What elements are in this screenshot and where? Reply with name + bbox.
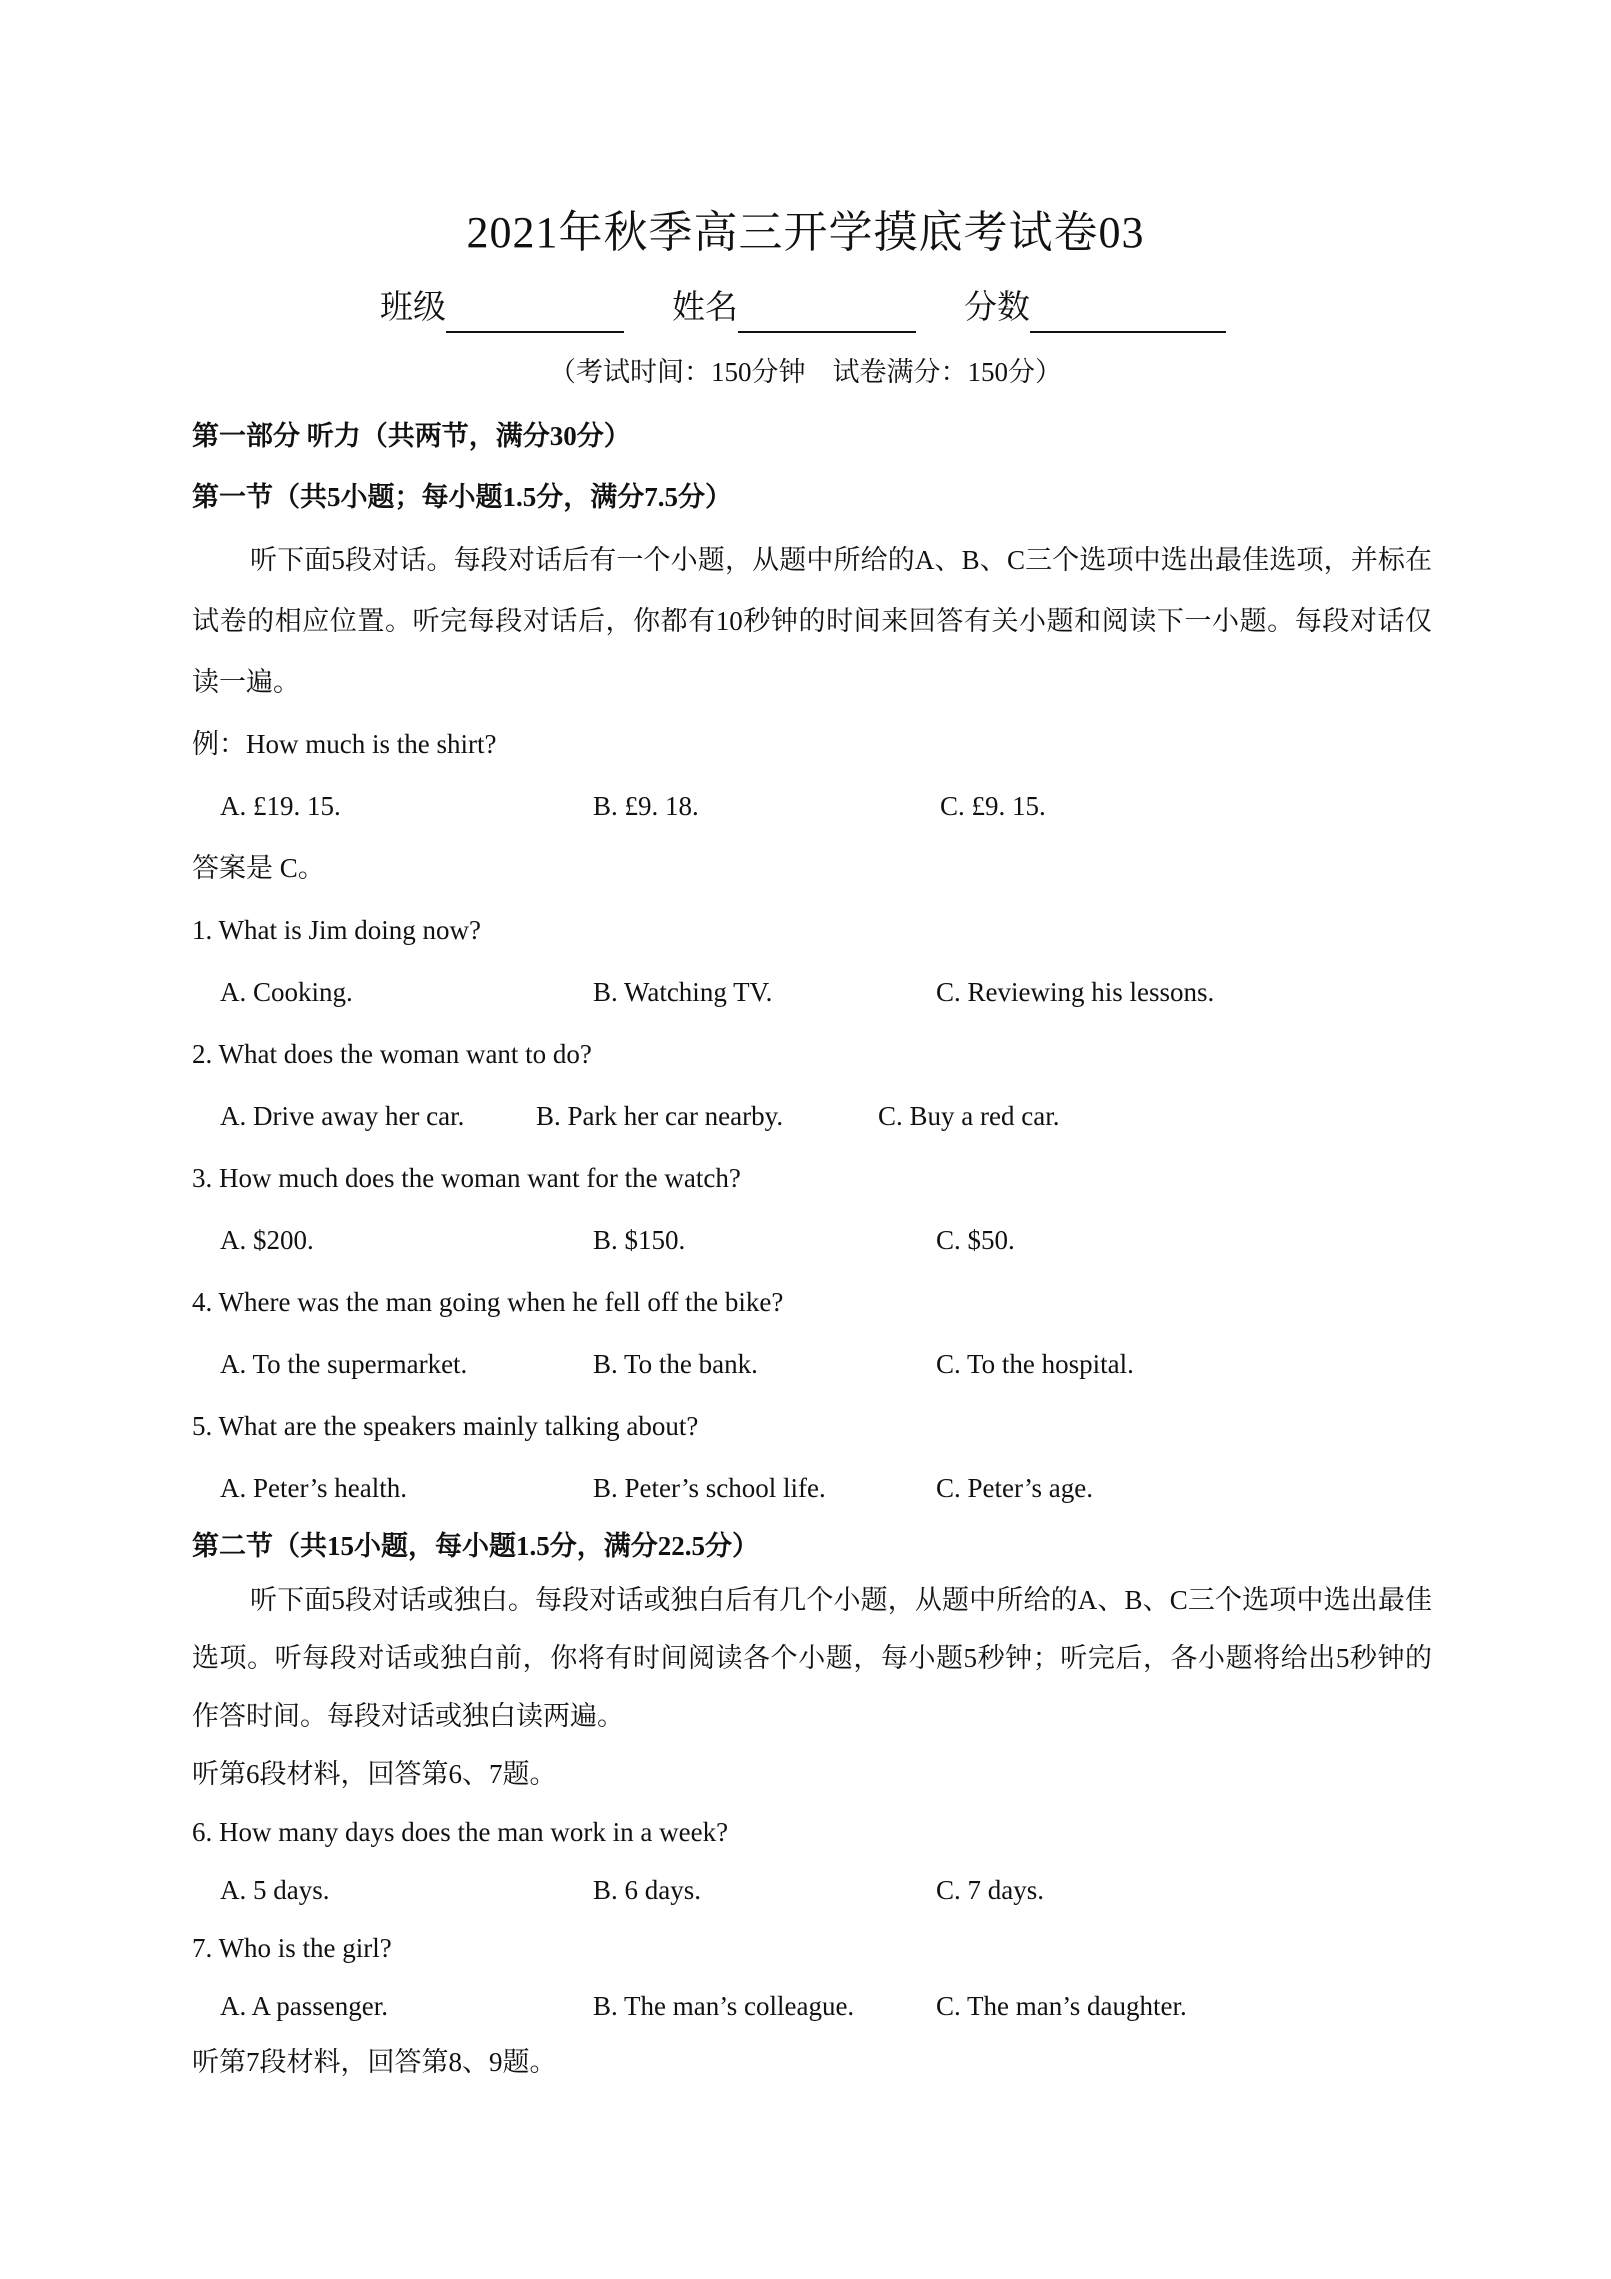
question-5-option-c: C. Peter’s age. <box>936 1473 1093 1503</box>
question-4-option-b: B. To the bank. <box>593 1349 758 1379</box>
section1-heading: 第一节（共5小题；每小题1.5分，满分7.5分） <box>192 482 732 512</box>
question-7-option-a: A. A passenger. <box>220 1991 388 2021</box>
class-label: 班级 <box>380 290 446 326</box>
question-1-option-a: A. Cooking. <box>220 977 353 1007</box>
question-6-option-a: A. 5 days. <box>220 1875 330 1905</box>
class-blank[interactable] <box>446 293 624 333</box>
question-5-option-a: A. Peter’s health. <box>220 1473 407 1503</box>
question-1: 1. What is Jim doing now? <box>192 915 481 945</box>
example-question: 例：How much is the shirt? <box>192 729 497 759</box>
material-6-note: 听第6段材料，回答第6、7题。 <box>192 1759 557 1789</box>
question-4: 4. Where was the man going when he fell off the bike? <box>192 1287 784 1317</box>
section2-instructions: 听下面5段对话或独白。每段对话或独白后有几个小题，从题中所给的A、B、C三个选项中选出最佳选项。听每段对话或独白前，你将有时间阅读各个小题，每小题5秒钟；听完后，各小题将给出5秒钟的作答时间。每段对话或独白读两遍。 <box>192 1585 1432 1731</box>
question-3: 3. How much does the woman want for the watch? <box>192 1163 741 1193</box>
question-3-option-b: B. $150. <box>593 1225 686 1255</box>
name-label: 姓名 <box>672 290 738 326</box>
question-1-option-b: B. Watching TV. <box>593 977 773 1007</box>
student-info-row <box>380 283 1226 333</box>
part1-heading: 第一部分 听力（共两节，满分30分） <box>192 421 631 451</box>
example-option-b: B. £9. 18. <box>593 791 699 821</box>
question-6-option-b: B. 6 days. <box>593 1875 701 1905</box>
question-3-option-a: A. $200. <box>220 1225 314 1255</box>
page-title: 2021年秋季高三开学摸底考试卷03 <box>466 208 1145 257</box>
name-blank[interactable] <box>738 293 916 333</box>
question-2-option-c: C. Buy a red car. <box>878 1101 1060 1131</box>
score-label: 分数 <box>964 290 1030 326</box>
question-5-option-b: B. Peter’s school life. <box>593 1473 826 1503</box>
question-5: 5. What are the speakers mainly talking about? <box>192 1411 699 1441</box>
example-option-c: C. £9. 15. <box>940 791 1046 821</box>
question-3-option-c: C. $50. <box>936 1225 1015 1255</box>
question-2: 2. What does the woman want to do? <box>192 1039 592 1069</box>
example-answer: 答案是 C。 <box>192 853 325 883</box>
question-2-option-a: A. Drive away her car. <box>220 1101 465 1131</box>
example-option-a: A. £19. 15. <box>220 791 341 821</box>
exam-note: （考试时间：150分钟 试卷满分：150分） <box>549 357 1062 387</box>
question-7: 7. Who is the girl? <box>192 1933 392 1963</box>
question-6: 6. How many days does the man work in a week? <box>192 1817 729 1847</box>
question-6-option-c: C. 7 days. <box>936 1875 1044 1905</box>
section2-heading: 第二节（共15小题，每小题1.5分，满分22.5分） <box>192 1531 759 1561</box>
score-blank[interactable] <box>1030 293 1226 333</box>
question-7-option-c: C. The man’s daughter. <box>936 1991 1187 2021</box>
question-1-option-c: C. Reviewing his lessons. <box>936 977 1215 1007</box>
question-7-option-b: B. The man’s colleague. <box>593 1991 855 2021</box>
section1-instructions: 听下面5段对话。每段对话后有一个小题，从题中所给的A、B、C三个选项中选出最佳选项，并标在试卷的相应位置。听完每段对话后，你都有10秒钟的时间来回答有关小题和阅读下一小题。每段对话仅读一遍。 <box>192 545 1432 697</box>
question-2-option-b: B. Park her car nearby. <box>536 1101 784 1131</box>
material-7-note: 听第7段材料，回答第8、9题。 <box>192 2047 557 2077</box>
question-4-option-a: A. To the supermarket. <box>220 1349 468 1379</box>
question-4-option-c: C. To the hospital. <box>936 1349 1134 1379</box>
